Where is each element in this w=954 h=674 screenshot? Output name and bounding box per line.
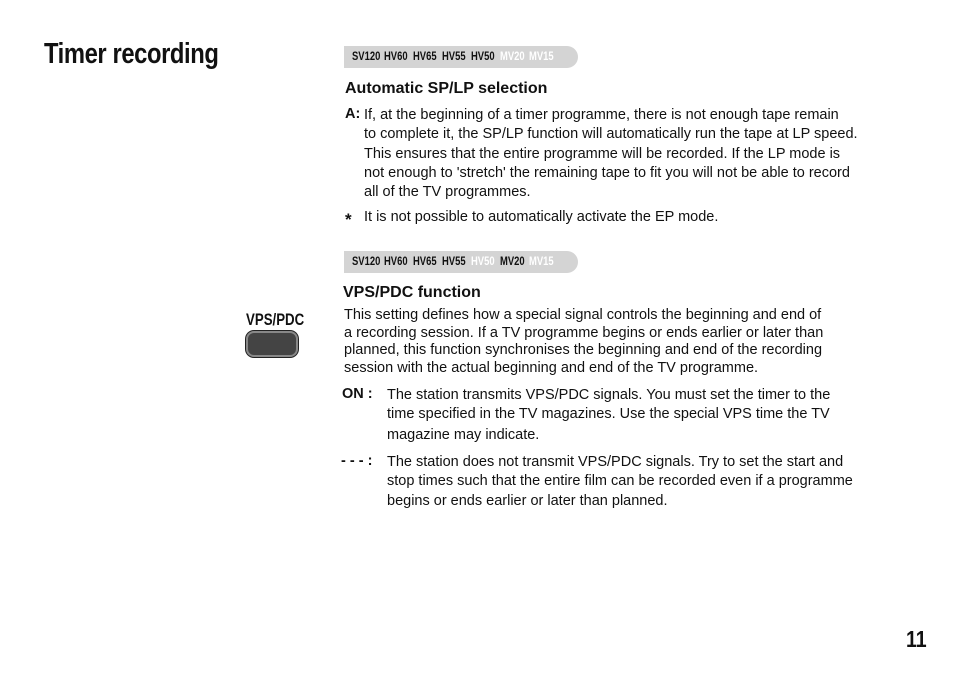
model-tag: SV120 bbox=[352, 51, 381, 63]
option-off-label: - - - : bbox=[341, 453, 373, 469]
page-title: Timer recording bbox=[44, 38, 219, 70]
model-compatibility-bar bbox=[344, 46, 578, 68]
text-line: a recording session. If a TV programme begins or ends earlier or later than bbox=[344, 324, 824, 341]
model-tag: HV55 bbox=[442, 256, 466, 268]
text-line: This setting defines how a special signal controls the beginning and end of bbox=[344, 307, 822, 323]
model-tag: MV15 bbox=[529, 51, 554, 63]
text-line: The station does not transmit VPS/PDC signals. Try to set the start and bbox=[387, 454, 844, 470]
text-line: The station transmits VPS/PDC signals. You must set the timer to the bbox=[387, 387, 831, 403]
text-line: This ensures that the entire programme will be recorded. If the LP mode is bbox=[364, 145, 841, 162]
option-off-description bbox=[387, 453, 907, 511]
answer-paragraph bbox=[364, 106, 904, 202]
text-line: not enough to 'stretch' the remaining tape to fit you will not be able to record bbox=[364, 164, 850, 181]
model-tag: SV120 bbox=[352, 256, 381, 268]
text-line: begins or ends earlier or later than planned. bbox=[387, 492, 668, 509]
note-marker: * bbox=[345, 210, 352, 229]
vps-pdc-button bbox=[246, 331, 298, 357]
model-tag: MV15 bbox=[529, 256, 554, 268]
text-line: session with the actual beginning and end of the TV programme. bbox=[344, 360, 759, 377]
model-tag: HV50 bbox=[471, 256, 495, 268]
text-line: planned, this function synchronises the beginning and end of the recording bbox=[344, 342, 823, 359]
answer-label: A: bbox=[345, 106, 361, 122]
text-line: to complete it, the SP/LP function will automatically run the tape at LP speed. bbox=[364, 126, 858, 143]
model-tag: HV60 bbox=[384, 51, 408, 63]
model-tag: MV20 bbox=[500, 256, 525, 268]
model-tag: HV50 bbox=[471, 51, 495, 63]
page-number: 11 bbox=[906, 626, 927, 652]
text-line: time specified in the TV magazines. Use the special VPS time the TV bbox=[387, 406, 830, 423]
section-heading-sp-lp: Automatic SP/LP selection bbox=[345, 80, 548, 97]
text-line: all of the TV programmes. bbox=[364, 184, 531, 201]
model-compatibility-bar bbox=[344, 251, 578, 273]
note-text: It is not possible to automatically activate the EP mode. bbox=[364, 209, 719, 225]
model-tag: HV60 bbox=[384, 256, 408, 268]
vps-intro-paragraph bbox=[344, 307, 904, 378]
model-tag: MV20 bbox=[500, 51, 525, 63]
model-tag: HV55 bbox=[442, 51, 466, 63]
option-on-description bbox=[387, 386, 907, 445]
section-heading-vps-pdc: VPS/PDC function bbox=[343, 284, 481, 301]
text-line: If, at the beginning of a timer programme, there is not enough tape remain bbox=[364, 107, 839, 123]
option-on-label: ON : bbox=[342, 386, 373, 402]
model-tag: HV65 bbox=[413, 256, 437, 268]
vps-pdc-button-label: VPS/PDC bbox=[246, 310, 305, 329]
model-tag: HV65 bbox=[413, 51, 437, 63]
text-line: magazine may indicate. bbox=[387, 426, 540, 443]
text-line: stop times such that the entire film can be recorded even if a programme bbox=[387, 473, 853, 490]
